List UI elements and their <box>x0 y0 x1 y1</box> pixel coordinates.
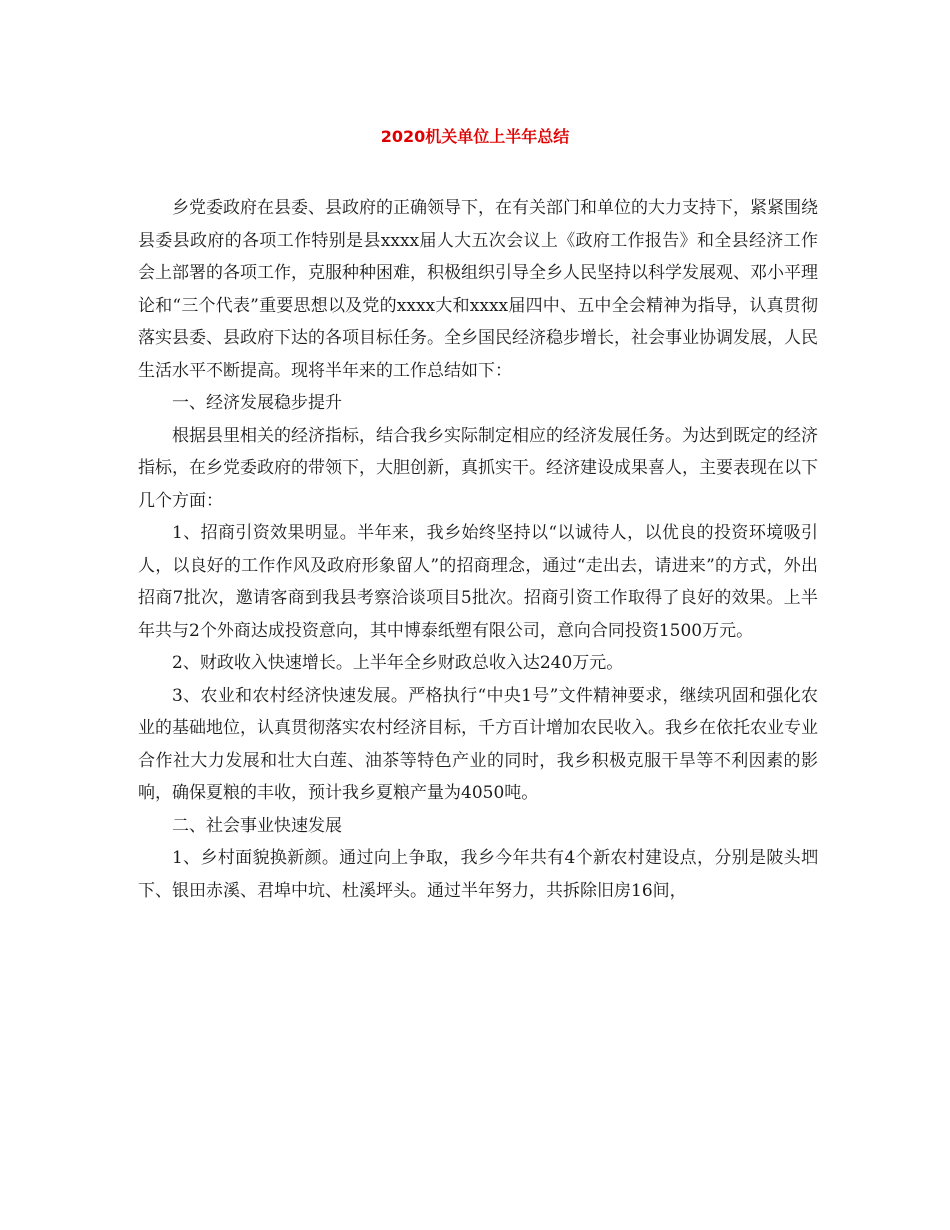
paragraph-agriculture: 3、农业和农村经济快速发展。严格执行“中央1号”文件精神要求，继续巩固和强化农业的基础地位，认真贯彻落实农村经济目标，千方百计增加农民收入。我乡在依托农业专业合作社大力发展和壮大白莲、油茶等特色产业的同时，我乡积极克服干旱等不利因素的影响，确保夏粮的丰收，预计我乡夏粮产量为4050吨。 <box>138 685 818 803</box>
document-body <box>138 192 818 907</box>
section-heading-social: 二、社会事业快速发展 <box>172 815 342 836</box>
paragraph-village: 1、乡村面貌换新颜。通过向上争取，我乡今年共有4个新农村建设点，分别是陂头垇下、银田赤溪、君埠中坑、杜溪坪头。通过半年努力，共拆除旧房16间， <box>138 848 818 901</box>
section-heading-economy: 一、经济发展稳步提升 <box>172 393 342 413</box>
paragraph-intro: 乡党委政府在县委、县政府的正确领导下，在有关部门和单位的大力支持下，紧紧围绕县委县政府的各项工作特别是县xxxx届人大五次会议上《政府工作报告》和全县经济工作会上部署的各项工作，克服种种困难，积极组织引导全乡人民坚持以科学发展观、邓小平理论和“三个代表”重要思想以及党的xxxx大和xxxx届四中、五中全会精神为指导，认真贯彻落实县委、县政府下达的各项目标任务。全乡国民经济稳步增长，社会事业协调发展，人民生活水平不断提高。现将半年来的工作总结如下： <box>138 198 818 381</box>
paragraph-economy-overview: 根据县里相关的经济指标，结合我乡实际制定相应的经济发展任务。为达到既定的经济指标，在乡党委政府的带领下，大胆创新，真抓实干。经济建设成果喜人，主要表现在以下几个方面： <box>138 425 818 511</box>
paragraph-fiscal-revenue: 2、财政收入快速增长。上半年全乡财政总收入达240万元。 <box>172 653 624 673</box>
document-title: 2020机关单位上半年总结 <box>380 127 570 146</box>
paragraph-investment: 1、招商引资效果明显。半年来，我乡始终坚持以“以诚待人，以优良的投资环境吸引人，以良好的工作作风及政府形象留人”的招商理念，通过“走出去，请进来”的方式，外出招商7批次，邀请客商到我县考察洽谈项目5批次。招商引资工作取得了良好的效果。上半年共与2个外商达成投资意向，其中博泰纸塑有限公司，意向合同投资1500万元。 <box>138 523 818 641</box>
